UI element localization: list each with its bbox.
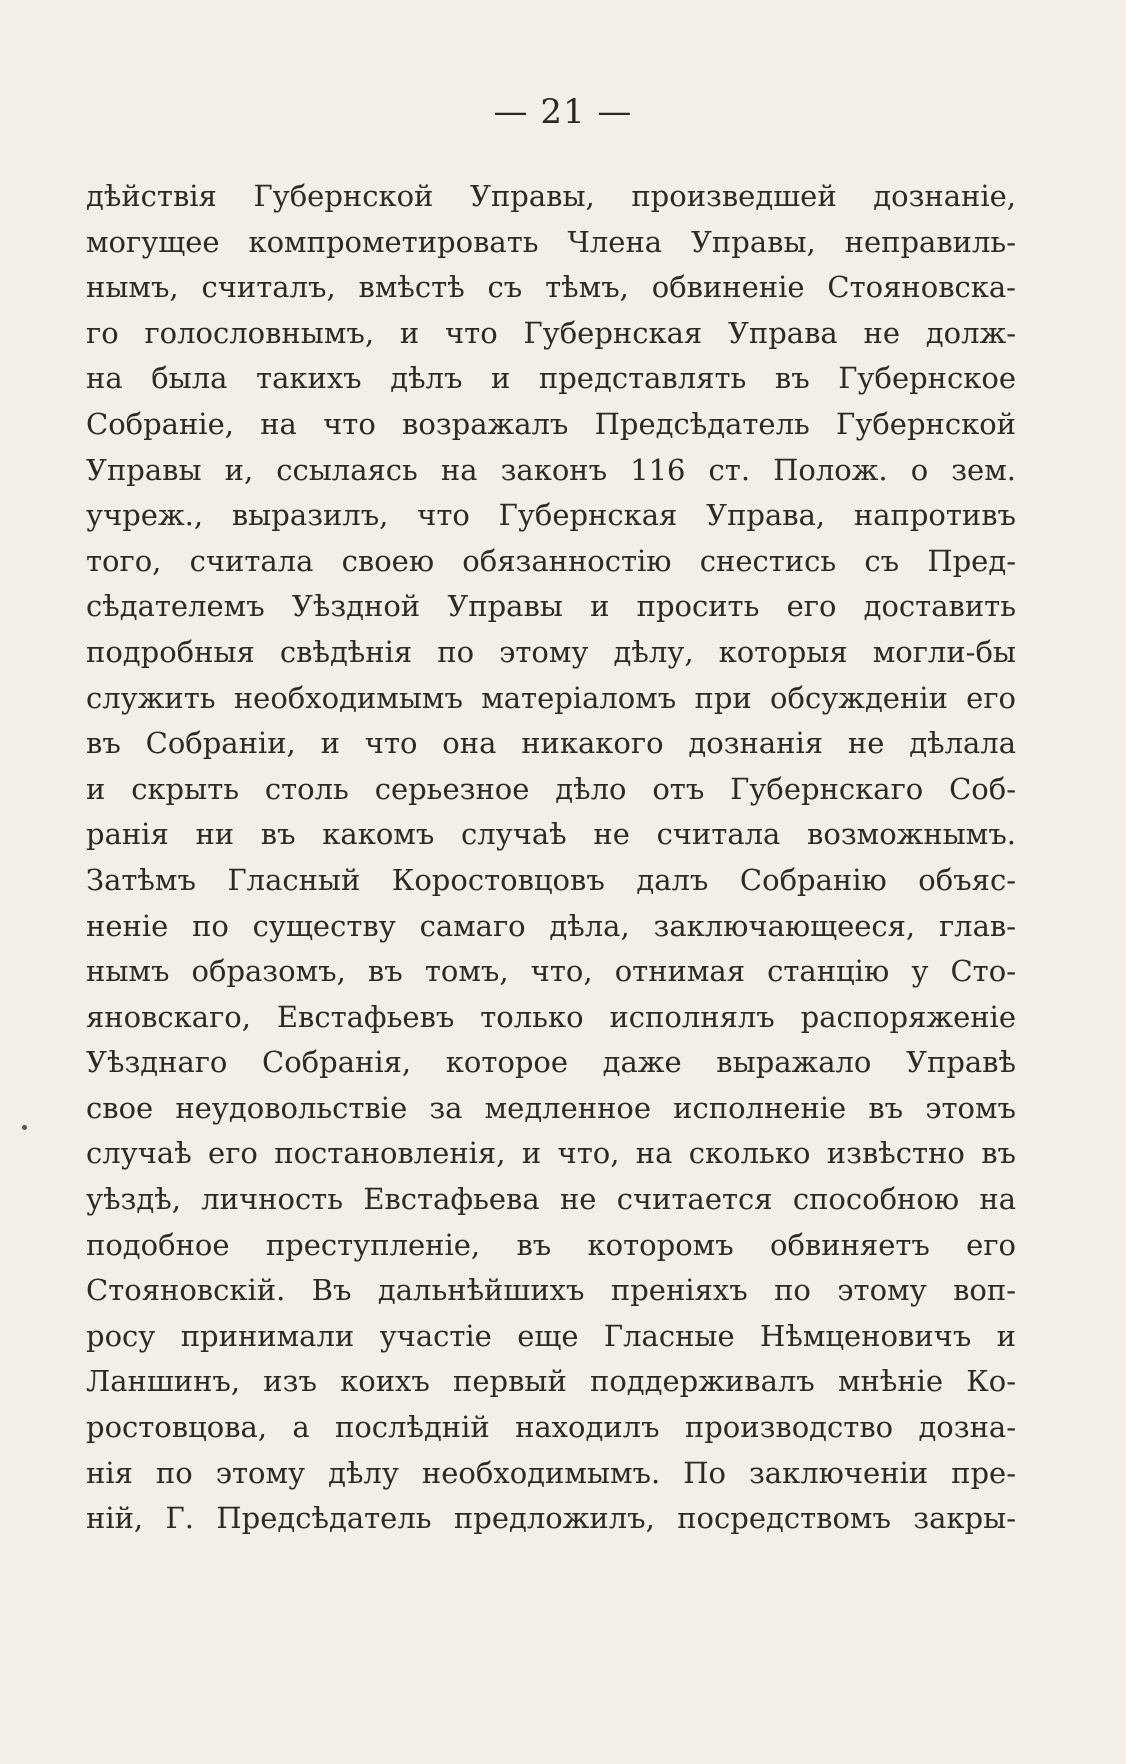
- text-line: росу принимали участіе еще Гласные Нѣмценовичъ и: [86, 1318, 1016, 1353]
- text-line: нымъ, считалъ, вмѣстѣ съ тѣмъ, обвиненіе Стояновска-: [86, 270, 1016, 305]
- text-line: Затѣмъ Гласный Коростовцовъ далъ Собранію объяс-: [86, 862, 1016, 897]
- text-line: нія по этому дѣлу необходимымъ. По заключеніи пре-: [86, 1455, 1016, 1490]
- text-line: случаѣ его постановленія, и что, на сколько извѣстно въ: [86, 1136, 1016, 1171]
- text-line: го голословнымъ, и что Губернская Управа не долж-: [86, 315, 1016, 350]
- text-line: сѣдателемъ Уѣздной Управы и просить его доставить: [86, 589, 1016, 624]
- page-number: — 21 —: [493, 92, 633, 132]
- text-line: нымъ образомъ, въ томъ, что, отнимая станцію у Сто-: [86, 954, 1016, 989]
- text-line: неніе по существу самаго дѣла, заключающееся, глав-: [86, 908, 1016, 943]
- text-line: дѣйствія Губернской Управы, произведшей дознаніе,: [86, 179, 1016, 213]
- text-line: и скрыть столь серьезное дѣло отъ Губернскаго Соб-: [86, 771, 1016, 806]
- text-line: могущее компрометировать Члена Управы, неправиль-: [86, 224, 1016, 259]
- text-line: подробныя свѣдѣнія по этому дѣлу, которыя могли-бы: [86, 634, 1016, 669]
- text-line: ній, Г. Предсѣдатель предложилъ, посредствомъ закры-: [86, 1501, 1016, 1536]
- text-line: въ Собраніи, и что она никакого дознанія не дѣлала: [86, 726, 1016, 761]
- body-text: [86, 174, 1016, 1542]
- text-line: Ланшинъ, изъ коихъ первый поддерживалъ мнѣніе Ко-: [86, 1364, 1016, 1399]
- text-line: Собраніе, на что возражалъ Предсѣдатель Губернской: [86, 406, 1016, 441]
- text-line: ростовцова, а послѣдній находилъ производство дозна-: [86, 1410, 1016, 1445]
- text-line: на была такихъ дѣлъ и представлять въ Губернское: [86, 361, 1016, 396]
- text-line: того, считала своею обязанностію снестись съ Пред-: [86, 543, 1016, 578]
- text-line: Уѣзднаго Собранія, которое даже выражало Управѣ: [86, 1045, 1016, 1080]
- text-line: учреж., выразилъ, что Губернская Управа, напротивъ: [86, 498, 1016, 533]
- text-line: свое неудовольствіе за медленное исполненіе въ этомъ: [86, 1090, 1016, 1125]
- text-line: уѣздѣ, личность Евстафьева не считается способною на: [86, 1182, 1016, 1217]
- text-line: яновскаго, Евстафьевъ только исполнялъ распоряженіе: [86, 999, 1016, 1034]
- text-line: Стояновскій. Въ дальнѣйшихъ преніяхъ по этому воп-: [86, 1273, 1016, 1308]
- margin-mark: [22, 1125, 27, 1130]
- text-line: подобное преступленіе, въ которомъ обвиняетъ его: [86, 1227, 1016, 1262]
- text-line: ранія ни въ какомъ случаѣ не считала возможнымъ.: [86, 817, 1016, 852]
- text-line: Управы и, ссылаясь на законъ 116 ст. Полож. о зем.: [86, 452, 1016, 487]
- text-line: служить необходимымъ матеріаломъ при обсужденіи его: [86, 680, 1016, 715]
